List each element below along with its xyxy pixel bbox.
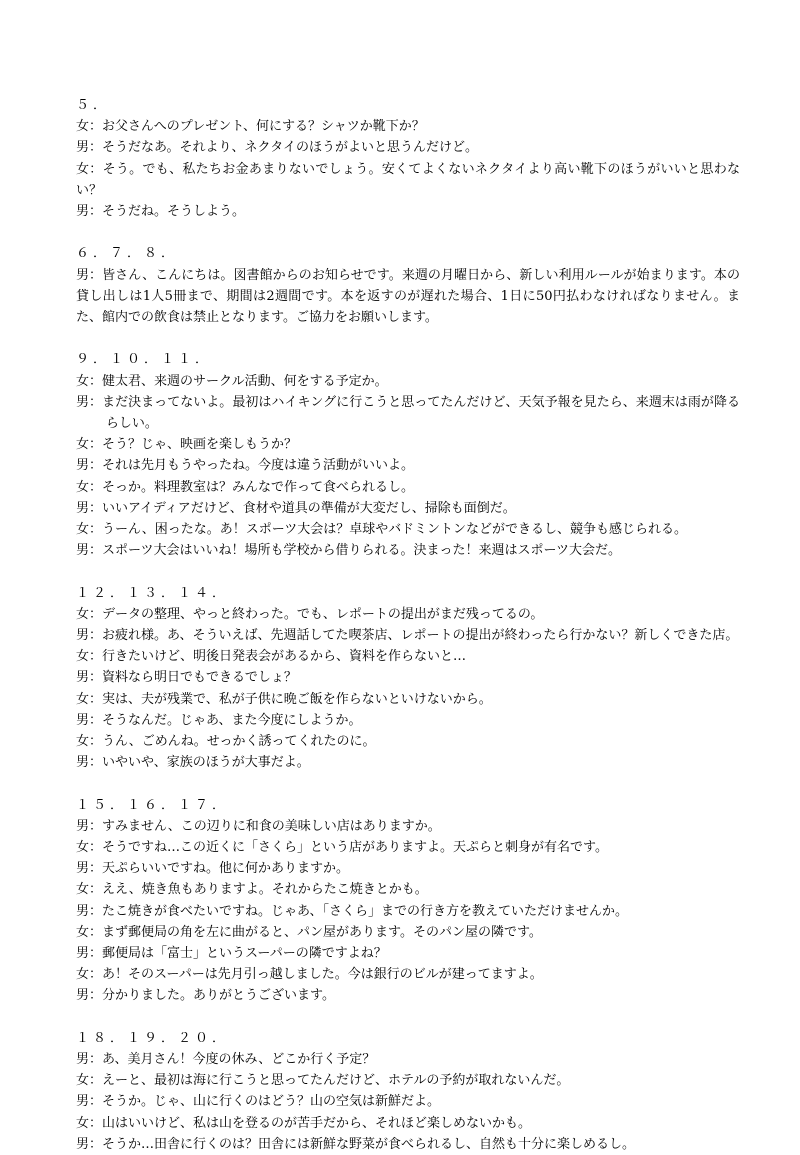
- dialogue-line: 男：そうなんだ。じゃあ、また今度にしようか。: [76, 712, 362, 728]
- dialogue-line: 男：すみません、この辺りに和食の美味しい店はありますか。: [76, 818, 441, 834]
- dialogue-section: [76, 243, 740, 328]
- dialogue-line: 男：それは先月もうやったね。今度は違う活動がいいよ。: [76, 458, 415, 474]
- dialogue-line: 女：えーと、最初は海に行こうと思ってたんだけど、ホテルの予約が取れないんだ。: [76, 1073, 570, 1089]
- dialogue-line: 女：山はいいけど、私は山を登るのが苦手だから、それほど楽しめないかも。: [76, 1115, 532, 1131]
- dialogue-line: 男：そうだなあ。それより、ネクタイのほうがよいと思うんだけど。: [76, 140, 478, 156]
- dialogue-line: 男：スポーツ大会はいいね！場所も学校から借りられる。決まった！来週はスポーツ大会だ。: [76, 543, 621, 559]
- dialogue-line: 女：データの整理、やっと終わった。でも、レポートの提出がまだ残ってるの。: [76, 606, 544, 622]
- dialogue-line: 男：まだ決まってないよ。最初はハイキングに行こうと思ってたんだけど、天気予報を見たら、来週末は雨が降るらしい。: [76, 394, 740, 432]
- dialogue-section: [76, 349, 740, 561]
- dialogue-line: 男：いやいや、家族のほうが大事だよ。: [76, 755, 310, 771]
- dialogue-line: 女：あ！そのスーパーは先月引っ越しました。今は銀行のビルが建ってますよ。: [76, 967, 543, 983]
- dialogue-line: 男：皆さん、こんにちは。図書館からのお知らせです。来週の月曜日から、新しい利用ルールが始まります。本の貸し出しは1人5冊まで、期間は2週間です。本を返すのが遅れた場合、1日に50円払わなければなりません。また、館内での飲食は禁止となります。ご協力をお願いします。: [76, 267, 740, 326]
- dialogue-section: [76, 1028, 740, 1155]
- dialogue-line: 女：そう。でも、私たちお金あまりないでしょう。安くてよくないネクタイより高い靴下のほうがいいと思わない？: [76, 161, 740, 198]
- dialogue-line: 男：そうだね。そうしよう。: [76, 204, 246, 220]
- dialogue-line: 男：あ、美月さん！今度の休み、どこか行く予定？: [76, 1052, 376, 1068]
- section-heading: １５．１６．１７．: [76, 797, 230, 813]
- dialogue-line: 女：そっか。料理教室は？みんなで作って食べられるし。: [76, 479, 415, 495]
- dialogue-line: 男：資料なら明日でもできるでしょ？: [76, 670, 297, 686]
- dialogue-line: 女：行きたいけど、明後日発表会があるから、資料を作らないと…: [76, 649, 467, 665]
- dialogue-line: 女：健太君、来週のサークル活動、何をする予定か。: [76, 373, 388, 389]
- dialogue-section: [76, 795, 740, 1007]
- dialogue-section: [76, 95, 740, 222]
- dialogue-line: 男：分かりました。ありがとうございます。: [76, 988, 335, 1004]
- dialogue-line: 男：たこ焼きが食べたいですね。じゃあ、「さくら」までの行き方を教えていただけませんか。: [76, 903, 628, 919]
- dialogue-section: [76, 583, 740, 774]
- dialogue-line: 女：まず郵便局の角を左に曲がると、パン屋があります。そのパン屋の隣です。: [76, 924, 542, 940]
- dialogue-line: 男：そうか。じゃ、山に行くのはどう？山の空気は新鮮だよ。: [76, 1094, 441, 1110]
- dialogue-line: 女：そうですね…この近くに「さくら」という店がありますよ。天ぷらと刺身が有名です。: [76, 840, 608, 856]
- dialogue-line: 男：お疲れ様。あ、そういえば、先週話してた喫茶店、レポートの提出が終わったら行かない？新しくできた店。: [76, 628, 739, 644]
- dialogue-line: 男：郵便局は「富士」というスーパーの隣ですよね？: [76, 946, 387, 962]
- dialogue-line: 男：そうか…田舎に行くのは？田舎には新鮮な野菜が食べられるし、自然も十分に楽しめるし。: [76, 1136, 636, 1152]
- section-heading: ６．７．８．: [76, 246, 179, 262]
- dialogue-line: 男：いいアイディアだけど、食材や道具の準備が大変だし、掃除も面倒だ。: [76, 500, 516, 516]
- section-heading: １８．１９．２０．: [76, 1030, 230, 1046]
- dialogue-line: 女：ええ、焼き魚もありますよ。それからたこ焼きとかも。: [76, 882, 428, 898]
- dialogue-line: 女：うーん、困ったな。あ！スポーツ大会は？卓球やバドミントンなどができるし、競争も感じられる。: [76, 522, 688, 538]
- dialogue-line: 女：お父さんへのプレゼント、何にする？シャツか靴下か？: [76, 119, 425, 135]
- section-heading: ５．: [76, 98, 111, 113]
- dialogue-line: 女：実は、夫が残業で、私が子供に晩ご飯を作らないといけないから。: [76, 691, 492, 707]
- section-heading: １２．１３．１４．: [76, 585, 230, 601]
- section-heading: ９．１０．１１．: [76, 352, 213, 368]
- dialogue-line: 男：天ぷらいいですね。他に何かありますか。: [76, 861, 350, 877]
- dialogue-line: 女：うん、ごめんね。せっかく誘ってくれたのに。: [76, 734, 376, 750]
- dialogue-line: 女：そう？じゃ、映画を楽しもうか？: [76, 437, 298, 453]
